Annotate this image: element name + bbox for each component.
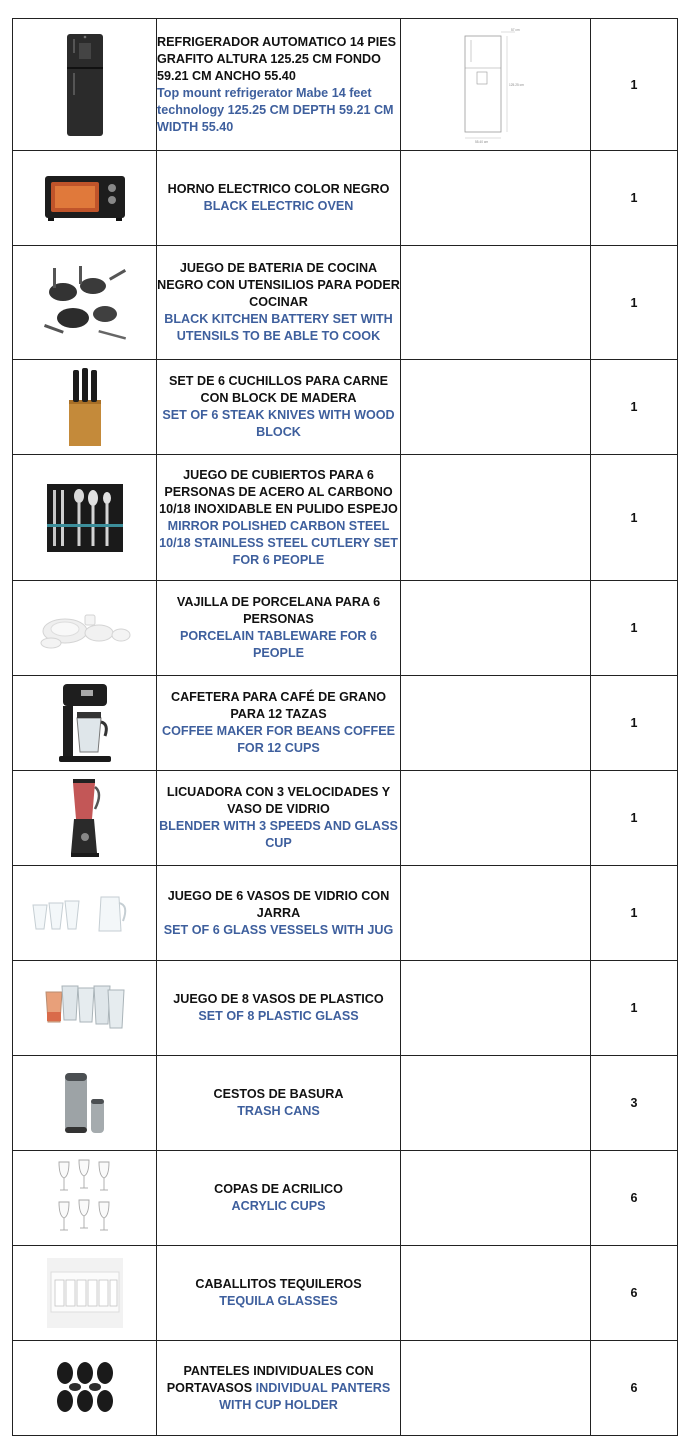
inventory-table xyxy=(12,18,678,1436)
item-name-en: MIRROR POLISHED CARBON STEEL 10/18 STAINLESS STEEL CUTLERY SET FOR 6 PEOPLE xyxy=(159,518,398,567)
item-name-es: JUEGO DE 8 VASOS DE PLASTICO xyxy=(173,992,384,1006)
drawing-height-label: 125.25 cm xyxy=(508,82,524,87)
item-description xyxy=(157,151,401,246)
item-name-es: VAJILLA DE PORCELANA PARA 6 PERSONAS xyxy=(176,595,381,626)
item-name-en: Top mount refrigerator Mabe 14 feet technology 125.25 CM DEPTH 59.21 CM WIDTH 55.40 xyxy=(157,85,394,134)
image-cell xyxy=(13,961,157,1056)
item-quantity: 1 xyxy=(591,961,678,1056)
drawing-cell xyxy=(401,360,591,455)
tableware-icon xyxy=(37,603,133,653)
image-cell xyxy=(13,19,157,151)
table-row xyxy=(13,1056,678,1151)
drawing-top-label: 57 cm xyxy=(510,27,520,32)
item-name-es: JUEGO DE BATERIA DE COCINA NEGRO CON UTENSILIOS PARA PODER COCINAR xyxy=(157,261,400,309)
drawing-cell xyxy=(401,676,591,771)
item-description xyxy=(157,1151,401,1246)
item-name-es: SET DE 6 CUCHILLOS PARA CARNE CON BLOCK DE MADERA xyxy=(168,374,388,405)
item-quantity: 1 xyxy=(591,151,678,246)
item-name-en: BLACK KITCHEN BATTERY SET WITH UTENSILS TO BE ABLE TO COOK xyxy=(164,312,393,343)
item-name-en: SET OF 6 GLASS VESSELS WITH JUG xyxy=(163,922,394,937)
shot-glass-icon xyxy=(47,1258,123,1328)
item-quantity: 1 xyxy=(591,676,678,771)
cookware-set-icon xyxy=(39,262,131,344)
drawing-cell xyxy=(401,455,591,581)
glass-jug-set-icon xyxy=(29,891,141,935)
table-row xyxy=(13,771,678,866)
image-cell xyxy=(13,581,157,676)
trash-can-icon xyxy=(63,1069,107,1137)
item-name-en: BLACK ELECTRIC OVEN xyxy=(203,199,354,213)
drawing-cell xyxy=(401,961,591,1056)
table-row xyxy=(13,1151,678,1246)
item-name-es: CAFETERA PARA CAFÉ DE GRANO PARA 12 TAZAS xyxy=(170,690,387,721)
image-cell xyxy=(13,676,157,771)
item-quantity: 1 xyxy=(591,360,678,455)
table-row xyxy=(13,1341,678,1436)
item-quantity: 1 xyxy=(591,455,678,581)
item-name-es: PANTELES INDIVIDUALES CON PORTAVASOS xyxy=(166,1363,374,1395)
plastic-glasses-icon xyxy=(44,982,126,1034)
item-description xyxy=(157,19,401,151)
item-description xyxy=(157,1246,401,1341)
drawing-cell xyxy=(401,1341,591,1436)
image-cell xyxy=(13,455,157,581)
drawing-width-label: 55.40 cm xyxy=(474,139,488,144)
drawing-cell xyxy=(401,771,591,866)
item-quantity: 6 xyxy=(591,1341,678,1436)
image-cell xyxy=(13,1246,157,1341)
table-row xyxy=(13,961,678,1056)
drawing-cell xyxy=(401,1246,591,1341)
refrigerator-icon xyxy=(65,33,105,137)
drawing-cell xyxy=(401,866,591,961)
blender-icon xyxy=(65,777,105,859)
item-name-en: ACRYLIC CUPS xyxy=(231,1199,326,1213)
wine-glass-icon xyxy=(55,1158,115,1238)
drawing-cell xyxy=(401,151,591,246)
image-cell xyxy=(13,360,157,455)
item-name-en: SET OF 6 STEAK KNIVES WITH WOOD BLOCK xyxy=(162,408,395,439)
item-name-en: PORCELAIN TABLEWARE FOR 6 PEOPLE xyxy=(179,629,378,660)
item-quantity: 1 xyxy=(591,866,678,961)
item-description xyxy=(157,360,401,455)
item-name-es: CESTOS DE BASURA xyxy=(213,1087,344,1101)
item-description xyxy=(157,581,401,676)
table-row xyxy=(13,19,678,151)
item-name-en: BLENDER WITH 3 SPEEDS AND GLASS CUP xyxy=(159,819,398,850)
knife-block-icon xyxy=(65,366,105,448)
placemat-icon xyxy=(55,1361,115,1415)
item-description xyxy=(157,961,401,1056)
item-quantity: 6 xyxy=(591,1151,678,1246)
image-cell xyxy=(13,151,157,246)
item-quantity: 1 xyxy=(591,19,678,151)
image-cell xyxy=(13,771,157,866)
item-name-en: COFFEE MAKER FOR BEANS COFFEE FOR 12 CUPS xyxy=(162,724,395,755)
electric-oven-icon xyxy=(44,174,126,222)
item-quantity: 1 xyxy=(591,246,678,360)
table-row xyxy=(13,360,678,455)
item-description xyxy=(157,246,401,360)
drawing-cell xyxy=(401,581,591,676)
item-description xyxy=(157,455,401,581)
table-row xyxy=(13,581,678,676)
item-quantity: 3 xyxy=(591,1056,678,1151)
image-cell xyxy=(13,866,157,961)
image-cell xyxy=(13,1341,157,1436)
drawing-cell xyxy=(401,1056,591,1151)
item-name-en: INDIVIDUAL PANTERS WITH CUP HOLDER xyxy=(219,1380,391,1412)
table-row xyxy=(13,1246,678,1341)
item-quantity: 1 xyxy=(591,771,678,866)
table-row xyxy=(13,676,678,771)
item-quantity: 6 xyxy=(591,1246,678,1341)
refrigerator-drawing xyxy=(451,26,541,144)
image-cell xyxy=(13,1151,157,1246)
table-row xyxy=(13,455,678,581)
item-name-es: CABALLITOS TEQUILEROS xyxy=(195,1277,362,1291)
item-description xyxy=(157,866,401,961)
item-name-es: JUEGO DE CUBIERTOS PARA 6 PERSONAS DE ACERO AL CARBONO 10/18 INOXIDABLE EN PULIDO ESPEJO xyxy=(159,467,398,516)
item-name-es: COPAS DE ACRILICO xyxy=(214,1182,343,1196)
item-name-en: TRASH CANS xyxy=(237,1104,320,1118)
item-name-es: REFRIGERADOR AUTOMATICO 14 PIES GRAFITO ALTURA 125.25 CM FONDO 59.21 CM ANCHO 55.40 xyxy=(157,34,397,83)
item-name-en: SET OF 8 PLASTIC GLASS xyxy=(198,1009,359,1023)
item-description xyxy=(157,1056,401,1151)
image-cell xyxy=(13,1056,157,1151)
item-quantity: 1 xyxy=(591,581,678,676)
drawing-cell xyxy=(401,246,591,360)
item-description xyxy=(157,771,401,866)
item-description xyxy=(157,676,401,771)
item-name-es: JUEGO DE 6 VASOS DE VIDRIO CON JARRA xyxy=(167,888,390,920)
drawing-cell xyxy=(401,1151,591,1246)
table-row xyxy=(13,866,678,961)
image-cell xyxy=(13,246,157,360)
item-name-es: LICUADORA CON 3 VELOCIDADES Y VASO DE VIDRIO xyxy=(166,785,391,816)
drawing-cell xyxy=(401,19,591,151)
coffee-maker-icon xyxy=(57,682,113,764)
cutlery-set-icon xyxy=(47,484,123,552)
table-row xyxy=(13,151,678,246)
table-row xyxy=(13,246,678,360)
item-name-es: HORNO ELECTRICO COLOR NEGRO xyxy=(167,182,390,196)
item-name-en: TEQUILA GLASSES xyxy=(219,1294,338,1308)
item-description xyxy=(157,1341,401,1436)
